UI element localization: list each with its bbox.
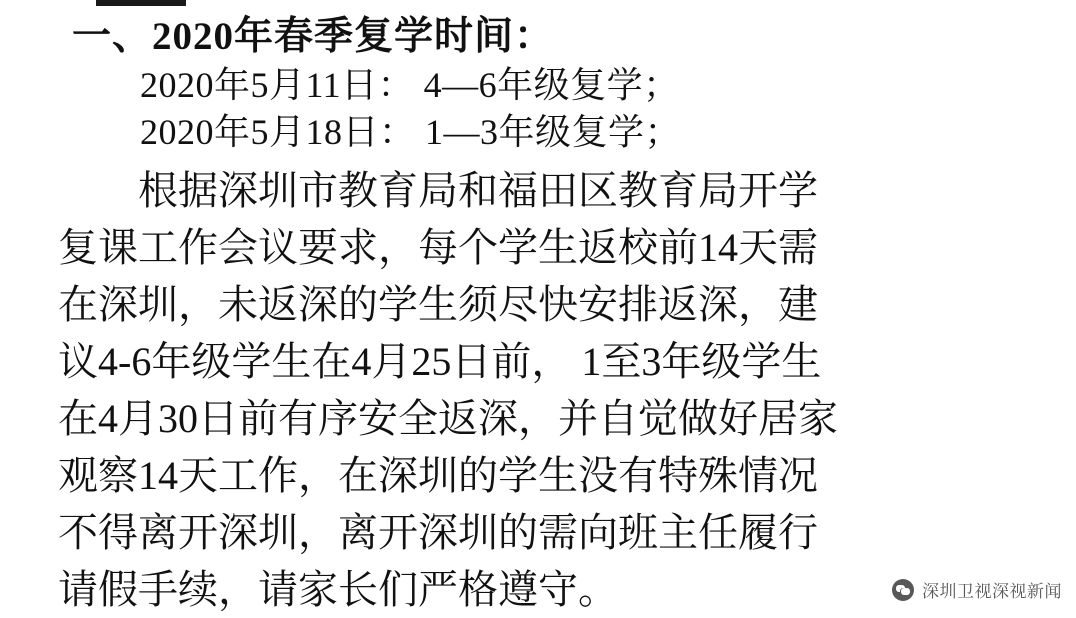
paragraph-line: 不得离开深圳，离开深圳的需向班主任履行 bbox=[58, 510, 818, 555]
wechat-icon bbox=[892, 579, 914, 601]
watermark bbox=[892, 577, 1062, 602]
paragraph-line: 观察14天工作，在深圳的学生没有特殊情况 bbox=[58, 453, 818, 498]
schedule-line-2: 2020年5月18日： 1—3年级复学； bbox=[140, 112, 682, 152]
paragraph-line: 根据深圳市教育局和福田区教育局开学 bbox=[138, 168, 818, 213]
paragraph-line: 在深圳，未返深的学生须尽快安排返深，建 bbox=[58, 282, 818, 327]
schedule-line-1: 2020年5月11日： 4—6年级复学； bbox=[140, 65, 680, 105]
watermark-label: 深圳卫视深视新闻 bbox=[922, 582, 1062, 601]
body-paragraph bbox=[0, 162, 1076, 618]
section-heading: 一、2020年春季复学时间： bbox=[72, 15, 555, 58]
paragraph-line: 复课工作会议要求，每个学生返校前14天需 bbox=[58, 225, 818, 270]
paragraph-line: 在4月30日前有序安全返深，并自觉做好居家 bbox=[58, 396, 838, 441]
paragraph-line: 请假手续，请家长们严格遵守。 bbox=[58, 567, 618, 612]
paragraph-line: 议4-6年级学生在4月25日前， 1至3年级学生 bbox=[58, 339, 822, 384]
